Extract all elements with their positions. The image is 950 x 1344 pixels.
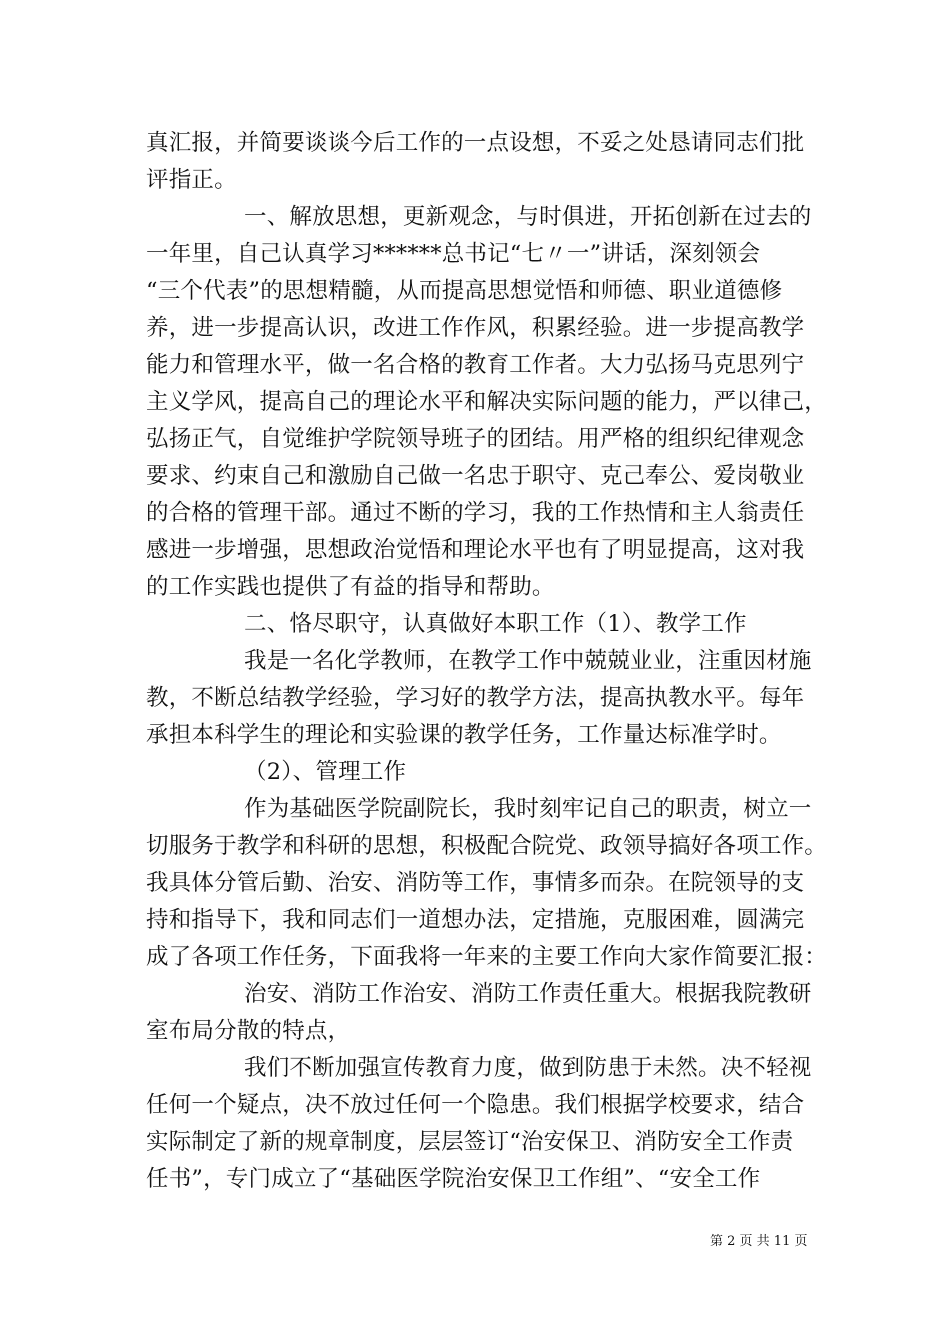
subsection-heading: （2）、管理工作 (244, 759, 407, 785)
text-line: 养，进一步提高认识，改进工作作风，积累经验。进一步提高教学 (146, 315, 805, 341)
text-line: 主义学风，提高自己的理论水平和解决实际问题的能力，严以律己， (146, 389, 828, 415)
text-line: 要求、约束自己和激励自己做一名忠于职守、克己奉公、爱岗敬业 (146, 463, 805, 489)
text-line: 持和指导下，我和同志们一道想办法，定措施，克服困难，圆满完 (146, 907, 805, 933)
text-line: 我是一名化学教师，在教学工作中兢兢业业，注重因材施 (244, 648, 812, 674)
text-line: 任何一个疑点，决不放过任何一个隐患。我们根据学校要求，结合 (146, 1092, 805, 1118)
section-heading-1: 一、解放思想，更新观念，与时俱进，开拓创新在过去的 (244, 204, 812, 230)
text-line: 真汇报，并简要谈谈今后工作的一点设想，不妥之处恳请同志们批 (146, 130, 805, 156)
text-line: 弘扬正气，自觉维护学院领导班子的团结。用严格的组织纪律观念 (146, 426, 805, 452)
section-heading-2: 二、恪尽职守，认真做好本职工作（1）、教学工作 (244, 611, 747, 637)
page-footer: 第 2 页 共 11 页 (710, 1234, 808, 1249)
text-line: 我们不断加强宣传教育力度，做到防患于未然。决不轻视 (244, 1055, 812, 1081)
text-line: 教，不断总结教学经验，学习好的教学方法，提高执教水平。每年 (146, 685, 805, 711)
text-line: 的合格的管理干部。通过不断的学习，我的工作热情和主人翁责任 (146, 500, 805, 526)
text-line: 治安、消防工作治安、消防工作责任重大。根据我院教研 (244, 981, 812, 1007)
text-line: 感进一步增强，思想政治觉悟和理论水平也有了明显提高，这对我 (146, 537, 805, 563)
text-line: 评指正。 (146, 167, 237, 193)
text-line: 成了各项工作任务，下面我将一年来的主要工作向大家作简要汇报： (146, 944, 828, 970)
text-line: 能力和管理水平，做一名合格的教育工作者。大力弘扬马克思列宁 (146, 352, 805, 378)
text-line: 任书”，专门成立了“基础医学院治安保卫工作组”、“安全工作 (146, 1166, 761, 1192)
text-line: “三个代表”的思想精髓，从而提高思想觉悟和师德、职业道德修 (146, 278, 783, 304)
text-line: 我具体分管后勤、治安、消防等工作，事情多而杂。在院领导的支 (146, 870, 805, 896)
text-line: 室布局分散的特点， (146, 1018, 351, 1044)
text-line: 切服务于教学和科研的思想，积极配合院党、政领导搞好各项工作。 (146, 833, 828, 859)
text-line: 承担本科学生的理论和实验课的教学任务，工作量达标准学时。 (146, 722, 782, 748)
text-line: 作为基础医学院副院长，我时刻牢记自己的职责，树立一 (244, 796, 812, 822)
text-line: 实际制定了新的规章制度，层层签订“治安保卫、消防安全工作责 (146, 1129, 794, 1155)
text-line: 的工作实践也提供了有益的指导和帮助。 (146, 574, 555, 600)
text-line: 一年里，自己认真学习******总书记“七〃一”讲话，深刻领会 (146, 241, 761, 267)
